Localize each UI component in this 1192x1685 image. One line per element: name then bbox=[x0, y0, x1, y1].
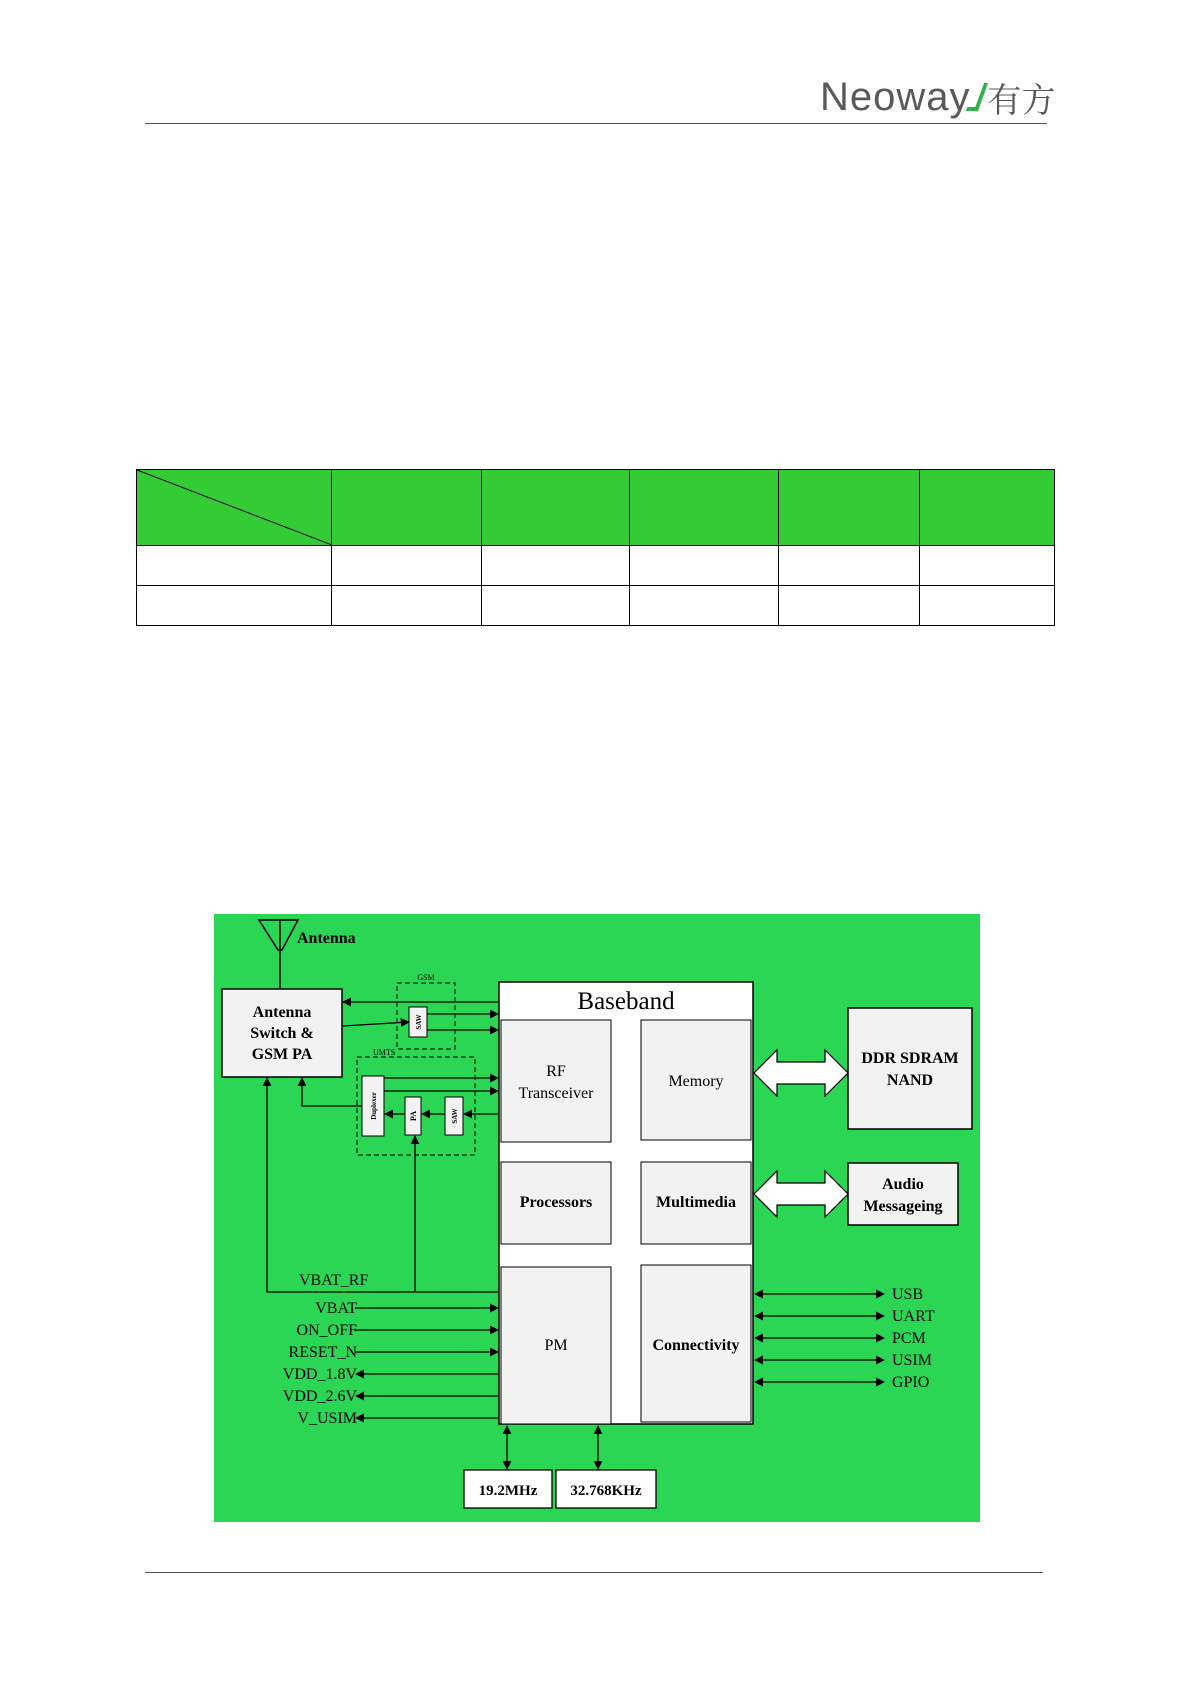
table-header-row bbox=[137, 470, 1055, 546]
io-signal-label: UART bbox=[892, 1308, 935, 1325]
saw-label: SAW bbox=[451, 1108, 459, 1124]
table-header-cell bbox=[630, 470, 779, 546]
gsm-label: GSM bbox=[417, 973, 435, 982]
io-signal-label: GPIO bbox=[892, 1374, 930, 1391]
ddr-sdram-box bbox=[848, 1008, 972, 1129]
baseband-title: Baseband bbox=[577, 988, 675, 1015]
io-signal-label: PCM bbox=[892, 1330, 926, 1347]
table-cell bbox=[920, 546, 1055, 586]
table-cell bbox=[332, 586, 482, 626]
table-header-cell bbox=[920, 470, 1055, 546]
connectivity-label: Connectivity bbox=[652, 1337, 740, 1354]
table-header-cell bbox=[482, 470, 630, 546]
audio-label: Audio bbox=[882, 1176, 924, 1193]
audio-box bbox=[848, 1163, 958, 1225]
block-diagram bbox=[214, 914, 980, 1522]
ddr-label: NAND bbox=[886, 1072, 934, 1089]
table-header-cell bbox=[779, 470, 920, 546]
saw-label: SAW bbox=[415, 1014, 423, 1030]
io-signal-label: USB bbox=[892, 1286, 924, 1303]
table-cell bbox=[482, 586, 630, 626]
umts-label: UMTS bbox=[373, 1048, 396, 1057]
clock-label: 32.768KHz bbox=[570, 1483, 642, 1499]
logo-text: Neoway bbox=[820, 74, 971, 119]
footer-rule bbox=[145, 1572, 1043, 1573]
table-cell bbox=[779, 586, 920, 626]
neoway-logo bbox=[820, 74, 1056, 120]
table-cell bbox=[137, 546, 332, 586]
rf-label: RF bbox=[546, 1063, 566, 1080]
vbat-rf-label: VBAT_RF bbox=[299, 1272, 369, 1289]
header-rule bbox=[145, 123, 1047, 124]
processors-label: Processors bbox=[519, 1194, 593, 1211]
power-signal-label: RESET_N bbox=[288, 1344, 357, 1361]
antenna-switch-label: Antenna bbox=[252, 1004, 312, 1021]
power-signal-label: VDD_2.6V bbox=[282, 1388, 357, 1405]
logo-chinese-text: 有方 bbox=[987, 80, 1056, 121]
table-corner-diagonal bbox=[137, 470, 332, 545]
io-signal-label: USIM bbox=[892, 1352, 933, 1369]
pa-label: PA bbox=[409, 1110, 418, 1122]
table-row bbox=[137, 546, 1055, 586]
table-row bbox=[137, 586, 1055, 626]
duplexer-label: Duplexer bbox=[370, 1092, 378, 1120]
antenna-switch-label: GSM PA bbox=[251, 1046, 313, 1063]
table-cell bbox=[137, 586, 332, 626]
table-header-cell bbox=[332, 470, 482, 546]
antenna-switch-label: Switch & bbox=[250, 1025, 314, 1042]
table-cell bbox=[779, 546, 920, 586]
spec-table bbox=[136, 469, 1055, 626]
clock-label: 19.2MHz bbox=[478, 1483, 538, 1499]
audio-label: Messageing bbox=[863, 1198, 943, 1215]
multimedia-label: Multimedia bbox=[656, 1194, 736, 1211]
table-cell bbox=[482, 546, 630, 586]
table-cell bbox=[920, 586, 1055, 626]
pm-label: PM bbox=[544, 1337, 568, 1354]
power-signal-label: V_USIM bbox=[297, 1410, 357, 1427]
power-signal-label: ON_OFF bbox=[296, 1322, 357, 1339]
rf-label: Transceiver bbox=[518, 1085, 594, 1102]
memory-label: Memory bbox=[668, 1073, 724, 1090]
antenna-label: Antenna bbox=[297, 930, 356, 947]
power-signal-label: VDD_1.8V bbox=[282, 1366, 357, 1383]
table-corner-cell bbox=[137, 470, 332, 546]
rf-transceiver-block bbox=[501, 1020, 611, 1142]
table-cell bbox=[630, 586, 779, 626]
ddr-label: DDR SDRAM bbox=[861, 1050, 959, 1067]
table-cell bbox=[332, 546, 482, 586]
table-cell bbox=[630, 546, 779, 586]
power-signal-label: VBAT bbox=[315, 1300, 357, 1317]
